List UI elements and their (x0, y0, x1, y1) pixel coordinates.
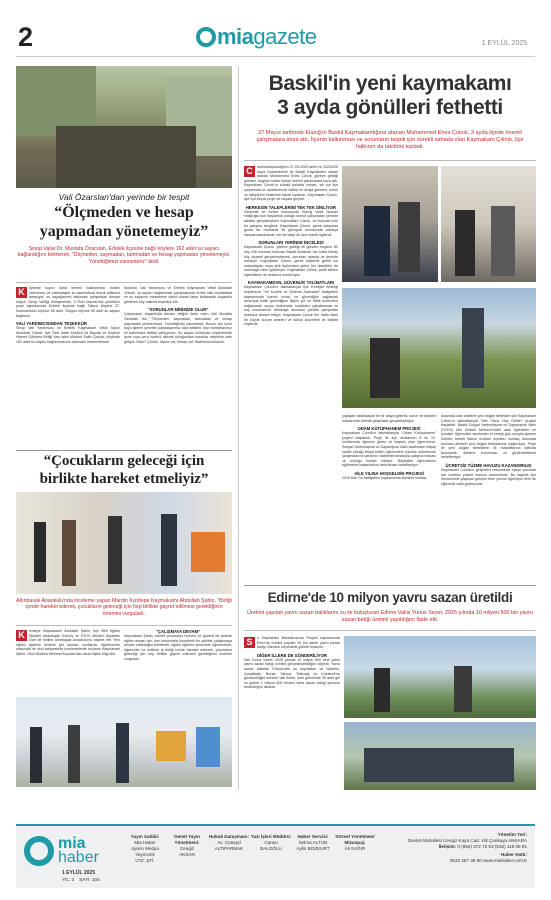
footer-col-1-line-1: AKSAN (179, 852, 195, 857)
story3-col1-text-a: umhurbaşkanlığının 27.05.2025 tarihi ve 2025/205 sayılı Kararnamesi ile Baskil Kaymakamı olarak atanan Muhammed Enes Çıknık, göreve geldiği günden, bugüne kadar ilçede önemli çalışmalara imza attı. Kaymakam Çıknık'ın sürekli sahada olması, sık sık ilçe çarşısında ve caddelerinde halkla bir araya gelmesi, sorun ve taleplerini dinlemesi takdir toplandı. Kaymakam Çıknık, ilçe için birçok proje de hayata geçirdi. (244, 165, 338, 202)
story4-photo2 (344, 722, 536, 790)
footer-col-0-line-3: LTD. ŞTİ. (135, 858, 155, 863)
footer-date: 1 EYLÜL 2025 (62, 870, 95, 876)
footer-col-5-title: Görsel Yönetmen/ Mizanpaj: (335, 834, 375, 845)
story2-lead: Altınbasak Anaokulu'nda inceleme yapan Mardin Kızıltepe Kaymakamı Abdullah Şahin, "Birliği içinde hareket ederek, çocukların geleceği için hep birlikte gayret edilmesi gerektiğinin önemini vurguladı. (16, 598, 232, 617)
story3-rule (244, 160, 536, 161)
footer-issue-sayi: SAYI: 104 (79, 877, 100, 882)
story3-col1-text-c: Kaymakam Çıknık, göreve geldiği ilk günden bugüne 62 köy 246 mezrası bulunan Baskil ilçesinde her hafta birkaç köy ziyareti gerçekleştirerek, sorunları alanda ve yerinde inceliyor. Kaymakam Çıknık, gerek köylerde gerek ise vatandaşları veya sivil toplumdan gelen her davetlere de katılmaya özen gösteriyor. Kaymakam Çıknık, şehit aileleri ziyaretlerini de aralıksız sürdürüyor. (244, 245, 338, 277)
footer-phone: 0 (850) 372 72 63 (532) 115 08 91 (457, 844, 527, 849)
story2-photo-bottom (16, 697, 232, 787)
footer-col-3 (250, 834, 292, 864)
story1-lead: Sinop Valisi Dr. Mustafa Özarslan, Erfelek ilçesine bağlı köylere 162 adet su sayacı bağlandığını belirterek, “Ölçmeden, saymadan, tartmadan ve hesap yapmadan yönetemeyiz. Yönettiğimizi zannederiz” dedi. (17, 246, 231, 265)
footer-news-line: 0532 287 38 90 www.miahaber.com.tr (449, 858, 527, 863)
footer-col-0-title: Yayın Sahibi: (130, 834, 160, 839)
story4-col1-text-b: Vali Yunus Sezer, 2025 yılında 10 milyon 500 bine yakın yavru sazan balığı üretimi gerçekleştirildiğini söyledi. Yavru sazan balıkları Edirne'deki su kaynakları ve İstanbul, Çanakkale, Bursa, Yalova, Tekirdağ ve Kırklareli'ne gönderildiğini belirten Vali Sezer, kent genelinde 35 adet göl ve gölete 1 milyon 600 binden fazla sazan balığı yavrusu bırakıldığını aktardı. (244, 657, 340, 690)
footer-col-2-title: Hukuk Danışmanı: (208, 834, 250, 839)
footer-logo-mia: mia (58, 835, 86, 852)
footer-col-4-line-0: Selma ALTUN (298, 840, 328, 845)
footer-logo-haber: haber (58, 849, 99, 866)
story3-col3-text-b: Kaymakam Çıknık'ın girişimleri neticesinde ilçeye çocuklar için ücretsiz yüzme havuzu kazandırıldı. Bu sayede ilçe merkezinde yaşayan gençler hem yüzme öğreniyor hem de eğlenceli vakit geçiriyorlar. (441, 467, 536, 486)
footer-col-0 (124, 834, 166, 864)
story3-subhead5: AİLE YILINA HOŞGELDİN PROJESİ (354, 470, 424, 476)
footer (16, 824, 535, 888)
logo-circle-icon (196, 27, 216, 47)
footer-col-1-title: Genel Yayın Yönetmeni: (174, 834, 200, 845)
header-rule (16, 56, 535, 57)
footer-col-3-line-1: BALOĞLU (260, 846, 282, 851)
story3-headline-line2: 3 ayda gönülleri fethetti (277, 96, 503, 119)
story2-photo (16, 492, 232, 594)
story3-dropcap: C (244, 166, 255, 177)
story3-photo1 (342, 166, 438, 282)
column-divider (238, 66, 239, 790)
story1-dropcap: K (16, 287, 27, 298)
story2-col1 (16, 629, 120, 693)
footer-col-2-line-0: Av. Cüneyd (217, 840, 241, 845)
footer-col-2-line-1: ALTIPARMAK (214, 846, 244, 851)
footer-col-0-line-2: Yayıncılık (135, 852, 155, 857)
story3-subhead3: KAYMAKAMDAN, GÜVENLİK TALİMATLARI (247, 280, 335, 286)
footer-news-line-label: Haber Hattı: (500, 852, 527, 857)
logo-mia: mia (217, 24, 254, 49)
story4-photo1 (344, 636, 536, 718)
story2-col2-text: Kaymakam Şahin, kameli çocukların huzurlu ve güvenli bir şekilde eğitim alması için tüm kurumlarla koordineli bir şekilde çalışılmaya devam edileceğini belirterek, eğitim öğretim sürecinde öğretmenler, öğrenciler ve velilerle iş birliği içinde hareket edilerek, çocukların geleceği için hep birlikte gayret edilmesi gerektiğinin önemini vurguladı. (124, 634, 232, 661)
footer-col-0-line-1: Ajansı Medya (131, 846, 159, 851)
story3-col2-text-a: yaşayan vatandaşlar ile bir araya gelerek, sorun ve talepler noktasında önemli çalışmalar gerçekleştiriyor. (342, 414, 436, 423)
story2-dropcap: K (16, 630, 27, 641)
story3-col2-text-c: 2025 Aile Yılı faaliyetleri kapsamında ilçedeki muhtaç (342, 475, 427, 480)
footer-logo (24, 836, 99, 866)
story3-col1-text-b: Karyorlar ve turizm konusunda Elazığ Valisi Numan Hatipoğlu'nun başlatmış olduğu somut çalışmaları yerinde takibini gerçekleştiren Kaymakam Çıknık, bu konuda hızlı bir çalışma sergiledi. Kaymakam Çıknık, gerek vatandaş gerek ise muhtarlar ile görüşme konusunda oldukça hassas davranarak, her bir talep ile özel olarak ilgilendi. (244, 209, 338, 237)
footer-col-3-title: Yazı İşleri Müdürü: (250, 834, 292, 839)
story1-col1-text-a: öylerde suyun daha verimli kullanılması, israfın önlenmesi ve vatandaşlar su tasarrufuna teşvik edilmesi amacıyla, su sayaçlarının takılması çalışmaları devam ediyor. Sinop Valiliği himayesinde, İl Özel İdaresi'nce yürütülen proje kapsamında Erfelek ilçesine bağlı Tatlıca köyüne 37, Kazmaoluklu köyüne 65 adet, Sorgun köyüne 60 adet su sayacı bağlandı. (16, 286, 120, 318)
story4-col1 (244, 636, 340, 790)
footer-col-0-line-0: Mia Haber (134, 840, 156, 845)
story3-subhead2: SORUNLARI YERİNDE İNCELEDİ (258, 240, 324, 246)
story3-col1-text-d: Kaymakam Çıknık'ın talimatlarıyla İlçe Emniyet Amirliği ekiplerince “Yol Kontrol ve Önleme Aramaları” faaliyetleri kapsamında ilçenin huzur ve güvenliğini sağlamak amacıyla trafik güvenliğine ilişkin yol ve trafik kontrolleri sağlanarak, suçun önlenmesi, suçluların yakalanması ve suç unsurlarının ablukaya alınması yönelik çalışmalar aralıksız devam ediyor. Kaymakam Çıknık her hafta farklı bir köyde kurum amirleri ve kolluk kuvvetleri ile birlikte köylerde (244, 285, 338, 327)
story1-subhead2: “SORUNLAR MİNİMİZE OLUR” (147, 307, 209, 313)
story1-col2-text-b: Çalışmaları duyarlılıkla devam ettiğini ifade eden Vali Mustafa Özarslan ise, “Ölçmeden, saymadan, tartmadan ve hesap yapmadan yönetemeyiz. Yönettiğimizi zannederiz. Bunun için içme suyu işlerini yöneten paydaşlarımız olan birlikler, köy muhtarlarımız ve halkımızla birlikte çalışıyoruz. Su sayacı kullanılan köylerimizde içme suyu arızı kontrol altında olduğundan sorunlar minimize hale geliyor. Nicin? Çünkü, ölçme var, hesap var” ifadelerini kullandı. (124, 312, 232, 344)
story1-col2-text-a: bulundu. Vali Yardımcısı ve Erfelek Kaymakam Vekili Abdullah Yüksel, su sayacı bağlanması çalışmasında örnek olan muhtarlara ve su sayacını meskenine istekli olarak takıp kullanarak duyarlılık gösteren köy halkına teşekkür etti. (124, 286, 232, 304)
story4-lead: Üretimi yapılan yavru sazan balıklarını su ile buluşturan Edirne Valisi Yunus Sezer, 2025 yılında 10 milyon 500 bin yavru sazan balığı üretimi yapıldığını ifade etti. (247, 610, 533, 623)
story1-headline-line2: yapmadan yönetemeyiz” (39, 223, 209, 240)
story4-top-rule (244, 585, 536, 586)
footer-credits (124, 834, 376, 864)
footer-phone-row (387, 844, 527, 850)
story3-subhead4: ODAM KÜTÜPHANEM PROJESİ (357, 426, 421, 432)
story3-col2-text-b: Kaymakam Çıknık'ın talimatlarıyla “Odam Kütüphanem” projesi başlatıldı. Proje ile ilçe okullarının 8 ve 12. sınıflarında öğrenim gören ve başarılı olan öğrencilere, Sosyal Yardımlaşma ve Dayanışma Vakfı tarafından ihtiyaç sahibi olduğu tespit edilen öğrencilere hazırlık döneminde çalışmalarına yardımcı olabilmek amacıyla çalışma masası ve koltuğu hediye ediliyor. Böylelikle öğrencilerin eğitimlede başarılarının arttırılması hedefleniyor. (342, 431, 436, 468)
story3-photo2 (441, 166, 536, 282)
footer-col-5-line-0: Ali SAĞIR (344, 846, 366, 851)
story3-lead: 27 Mayıs tarihinde Elazığ'ın Baskil Kaymakamlığına atanan Muhammed Enes Çıknık, 3 ayda ilçede önemli çalışmalara imza attı. İlçenin kalkınması ve sorunların tespiti için sürekli sahada olan Kaymakam Çıknık, ilçe halkının da takdirini topladı. (256, 130, 524, 150)
story2-headline-line2: birlikte hareket etmeliyiz” (39, 471, 209, 487)
story3-col2 (342, 414, 436, 580)
story3-subhead6: ÜCRETSİZ YÜZME HAVUZU KAZANDIRILDI (445, 462, 532, 468)
header-date: 1 EYLÜL 2025 (481, 40, 527, 47)
story3-subhead1: HERKESİN TALEPLERİNİ TEK TEK DİNLİYOR (245, 204, 337, 210)
footer-office-title: Yönetim Yeri: (497, 832, 527, 837)
footer-logo-circle-icon (24, 836, 54, 866)
footer-col-4-line-1: Aylin BOZKURT (296, 846, 330, 851)
story1-caption: Vali Özarslan'dan yerinde bir tespit (58, 192, 190, 202)
story1-rule (16, 282, 232, 283)
story1-col1 (16, 286, 120, 446)
footer-col-5 (334, 834, 376, 864)
story2-rule (16, 625, 232, 626)
footer-col-4 (292, 834, 334, 864)
footer-col-2 (208, 834, 250, 864)
story3-headline-line1: Baskil'in yeni kaymakamı (268, 72, 512, 95)
story3-headline (244, 72, 536, 120)
story1-photo (16, 66, 232, 188)
footer-issue (62, 877, 100, 882)
logo-gazete: gazete (253, 24, 317, 49)
footer-contact (387, 832, 527, 864)
story1-headline-line1: “Ölçmeden ve hesap (54, 204, 194, 221)
story4-headline: Edirne'de 10 milyon yavru sazan üretildi (267, 590, 513, 605)
story2-col2 (124, 629, 232, 693)
story1-subhead1: VALİ YARDIMCISINDAN TEŞEKKÜR (16, 321, 87, 327)
footer-col-3-line-0: Cansu (264, 840, 278, 845)
story2-headline (16, 452, 232, 488)
story2-subhead: “ÇALIŞMAYA DEVAM” (155, 629, 201, 634)
story2-top-rule (16, 450, 232, 451)
footer-col-1 (166, 834, 208, 864)
story3-col3 (441, 414, 536, 580)
story1-col1-text-b: Sinop Vali Yardımcısı ve Erfelek Kaymakam Vekili Sayın Abdullah Yüksel, İlçe Özel İdare Müdürü Ali Bayrak ve Köylere Hizmet Götürme Birliği Yazı İşleri Müdürü Salih Çinkılıç, köylerde 162 adet su sayacı bağlanmasının ardından incelemelerde (16, 326, 120, 344)
story4-dropcap: S (244, 637, 255, 648)
story2-headline-line1: “Çocukların geleceği için (43, 453, 205, 469)
story4-rule (244, 630, 536, 631)
story4-subhead: DİĞER İLLERE DE GÖNDERİLİYOR (257, 652, 327, 658)
footer-col-1-line-0: Cengiz (179, 846, 195, 851)
footer-phone-label: İletişim: (438, 844, 457, 849)
masthead-logo (196, 22, 316, 52)
story1-col2 (124, 286, 232, 446)
footer-col-4-title: Haber Servisi: (297, 834, 329, 839)
story3-photo3 (342, 288, 536, 408)
footer-issue-yil: YIL: 2 (62, 877, 75, 882)
story1-headline (16, 203, 232, 241)
story3-col3-text-a: durumda olan ailelerin yeni doğan bebekleri için Kaymakam Çıknık'ın talimatlarıyla "Aile Yılına Hoş Geldin" projesi başlatıldı. Baskil Sosyal Yardımlaşma ve Dayanışma Vakfı (SYDV) Aile Destek Merkezi'ndeki usta öğreticiler ve kursiyer öğrencileri tarafından el emeği göz nuruyla işlenen ürünler, bebek bakım ürünleri ilçedeki muhtaç durumda bulunan ailelerin yeni doğan bebeklerine ulaştırılıyor. Proje ile yeni doğan bebeklerin ilk masraflarına katkıda bulunarak, ailelerin korunması ve güçlendirilmesi hedefleniyor. (441, 414, 536, 460)
story2-col1-text: ızıltepe Kaymakamı Abdullah Şahin, İlçe Milli Eğitim Müdürü Abdulkadir Gümüş ve SYDV Müdürü Alaaddin Özel ile birlikte Altınbaşak Anaokulu'nu ziyaret etti. Yeni eğitim öğretim dönemi için okulda; sınıflarda, öğretmenler odasında ve okul bahçesinde incelemelerde bulunan Kaymakam Şahin, Okul Müdürü Mehmet Koçhan'dan okula ilişkin bilgi aldı. (16, 629, 120, 656)
story4-col1-text-a: u Kaynakları Balıklandırma Projesi kapsamında Enez'de üretimi yapılan 30 bin adete yavru sazan balığı Osmanlı köyündeki göllete bırakıldı. (257, 636, 340, 650)
page-number: 2 (18, 22, 34, 52)
story3-col1 (244, 165, 338, 580)
footer-office-address: Devlet Mahallesi Cengiz Kaya Cad. 1/8 Çankaya ANKARA (408, 838, 527, 843)
